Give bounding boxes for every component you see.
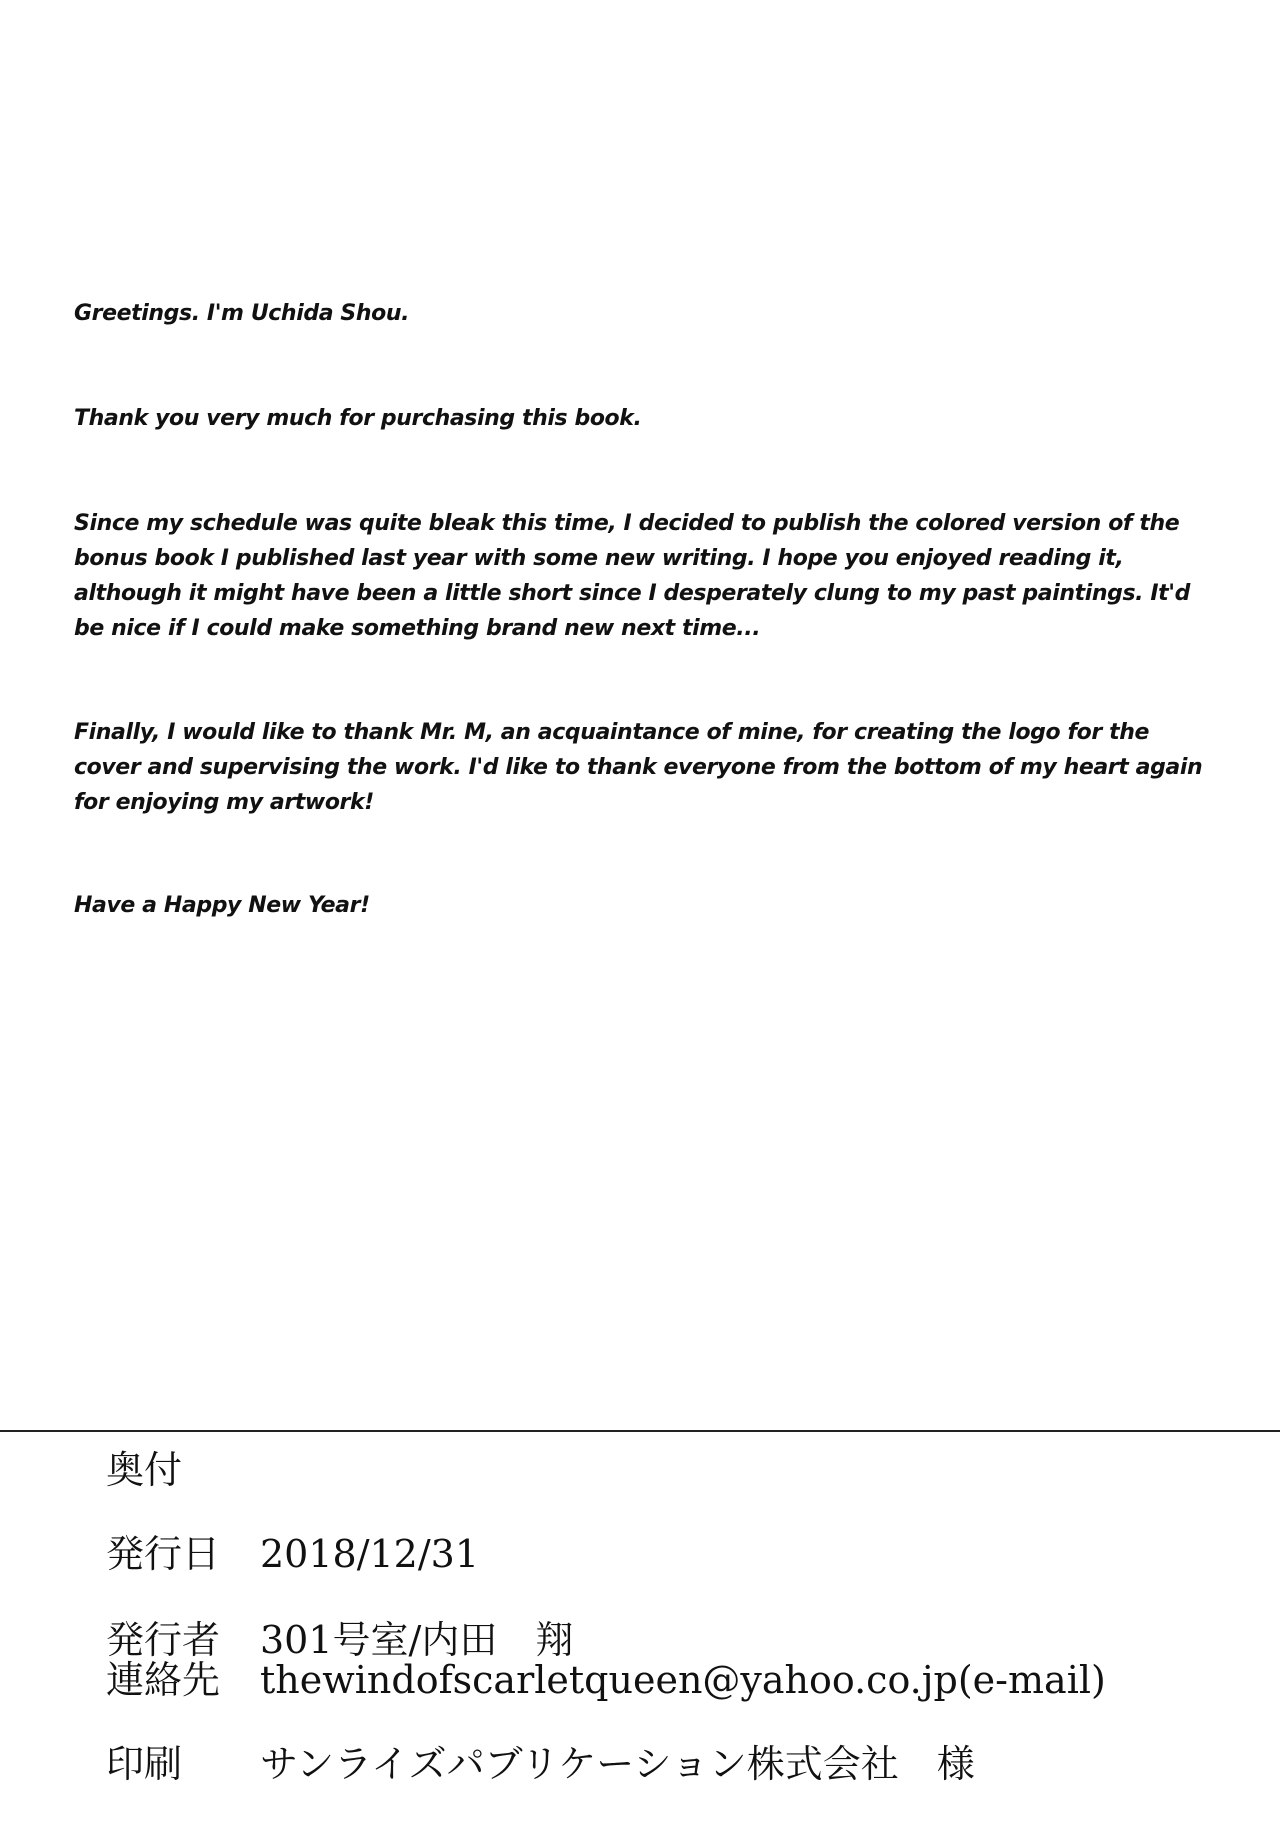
thanks-paragraph: Thank you very much for purchasing this book. [74, 406, 642, 431]
printer-label: 印刷 [106, 1742, 183, 1786]
publication-date-label: 発行日 [106, 1532, 221, 1576]
contact-row [106, 1658, 1106, 1702]
greeting-paragraph: Greetings. I'm Uchida Shou. [74, 301, 410, 326]
colophon-divider [0, 1430, 1280, 1432]
printer-row [106, 1742, 975, 1786]
colophon-title: 奥付 [106, 1448, 183, 1492]
contact-label: 連絡先 [106, 1658, 221, 1702]
publication-date-value: 2018/12/31 [260, 1532, 480, 1576]
new-year-paragraph: Have a Happy New Year! [74, 893, 370, 918]
publication-date-row [106, 1532, 479, 1576]
publisher-value: 301号室/内田 翔 [260, 1618, 574, 1662]
acknowledgement-paragraph: Finally, I would like to thank Mr. M, an acquaintance of mine, for creating the logo for the cover and supervising the work. I'd like to thank everyone from the bottom of my heart again for enjoying my artwork! [74, 720, 1203, 815]
publisher-label: 発行者 [106, 1618, 221, 1662]
publisher-row [106, 1618, 573, 1662]
contact-email: thewindofscarletqueen@yahoo.co.jp(e-mail) [260, 1658, 1106, 1702]
printer-value: サンライズパブリケーション株式会社 様 [260, 1742, 975, 1786]
schedule-paragraph: Since my schedule was quite bleak this time, I decided to publish the colored version of the bonus book I published last year with some new writing. I hope you enjoyed reading it, although it might have been a little short since I desperately clung to my past paintings. It'd be nice if I could make something brand new next time... [74, 511, 1190, 641]
